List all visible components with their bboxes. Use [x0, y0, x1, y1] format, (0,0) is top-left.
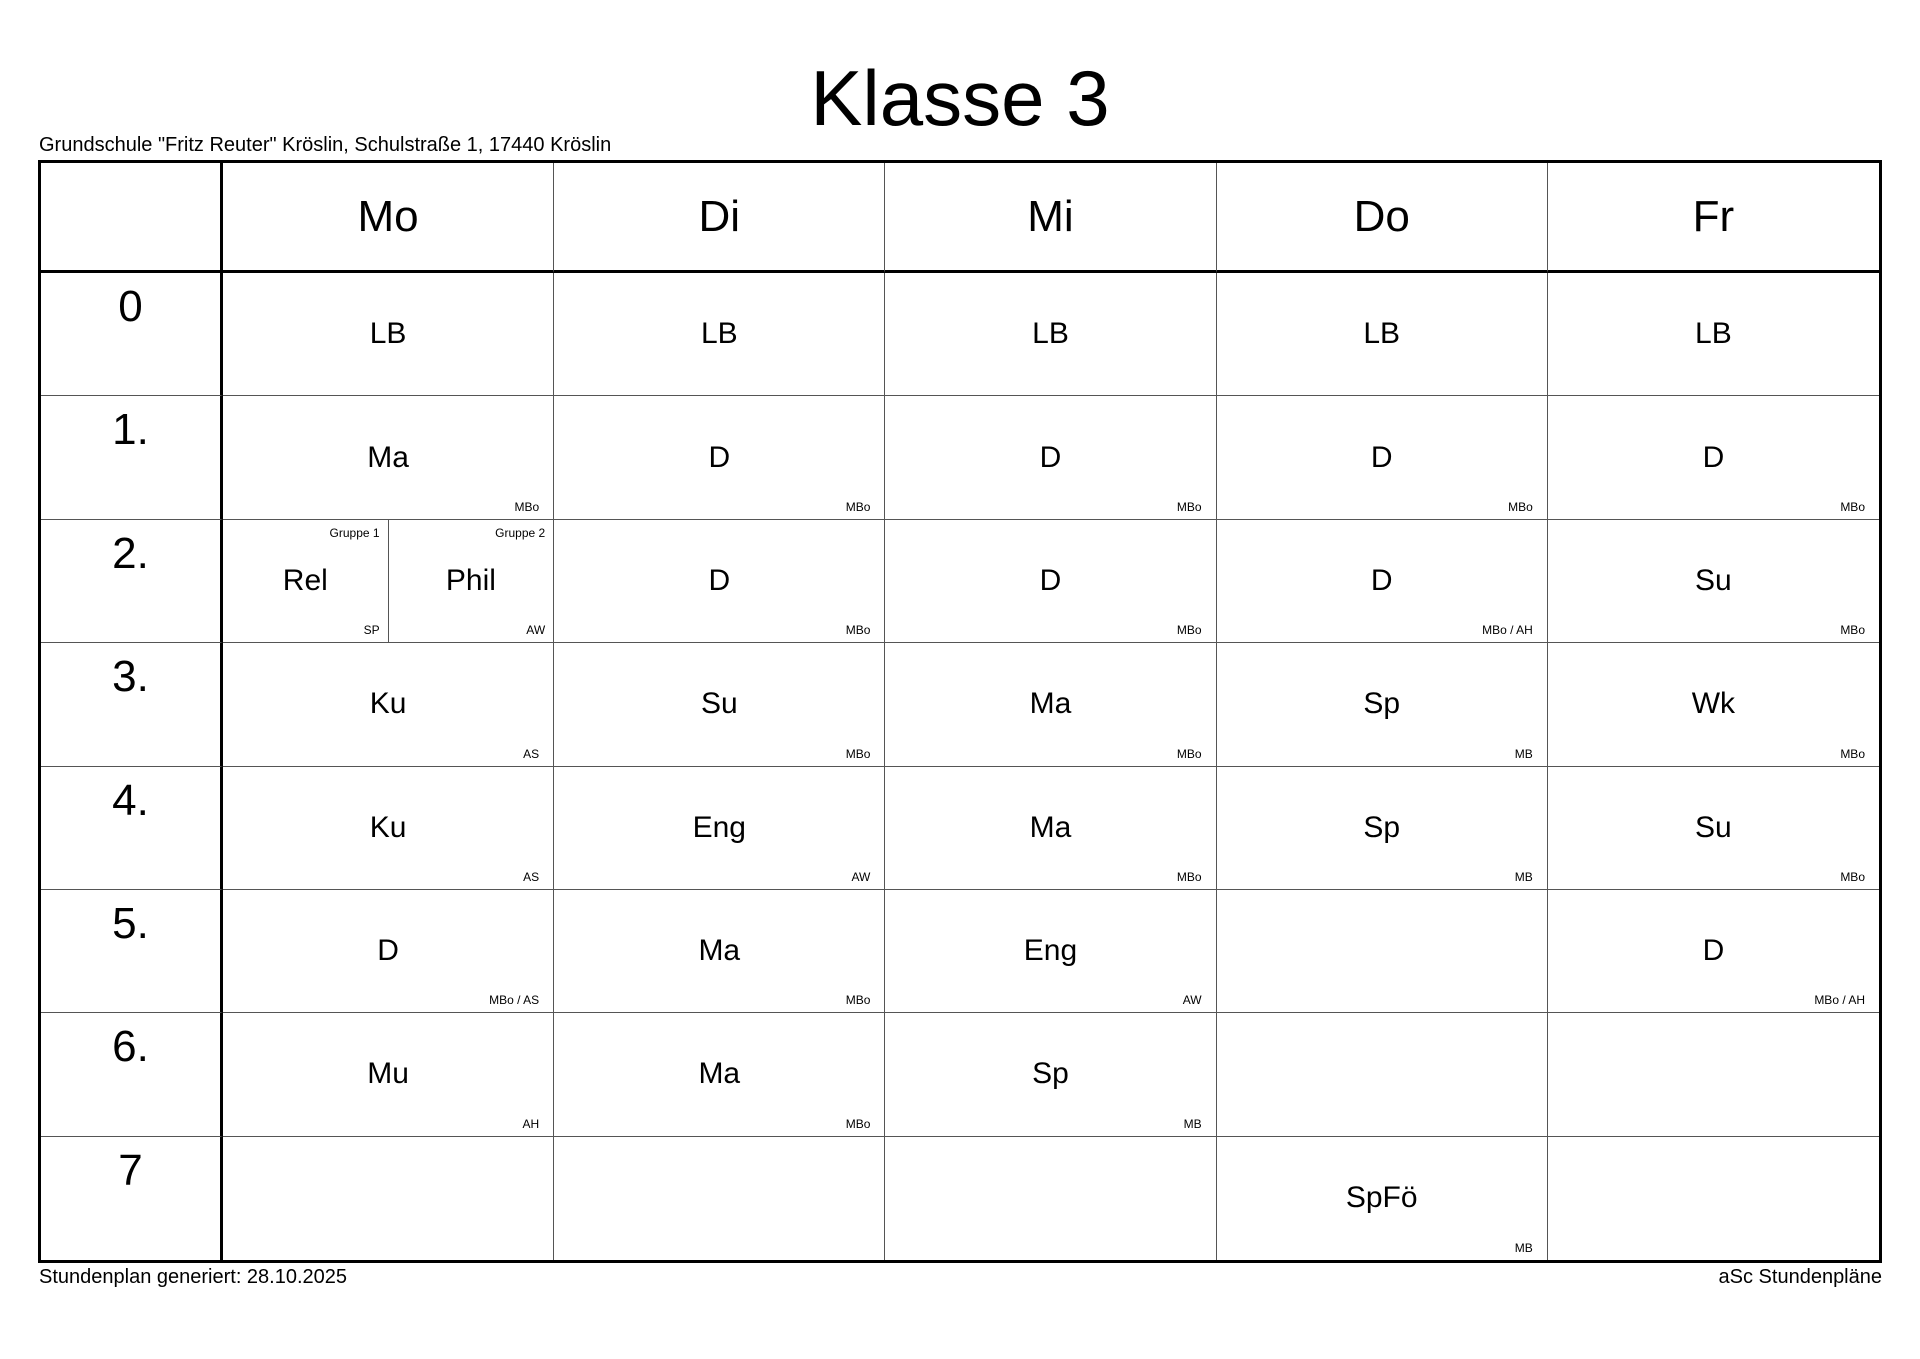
period-label: 2.	[112, 528, 149, 578]
subject	[1548, 1137, 1879, 1260]
subject	[223, 1137, 553, 1260]
subject: Ma	[367, 440, 409, 474]
subject: D	[1702, 440, 1725, 474]
group-lesson	[223, 520, 389, 642]
teacher-code: AW	[851, 869, 871, 884]
teacher-code: AH	[522, 1116, 540, 1131]
teacher-code: MB	[1514, 746, 1533, 761]
day-header	[1548, 163, 1879, 273]
day-label: Mo	[357, 191, 419, 241]
subject: Ma	[698, 1057, 741, 1091]
lesson-cell	[885, 520, 1216, 643]
subject: Su	[1695, 810, 1732, 844]
subject: Ku	[369, 687, 407, 721]
teacher-code: MBo	[1840, 623, 1865, 638]
lesson-cell	[1548, 767, 1879, 890]
day-header	[554, 163, 885, 273]
day-header	[223, 163, 554, 273]
teacher-code: MBo	[1176, 869, 1202, 884]
teacher-code: AS	[523, 746, 540, 761]
group-label: Gruppe 2	[495, 525, 546, 540]
subject	[1217, 1013, 1547, 1135]
teacher-code: MBo	[845, 499, 871, 514]
teacher-code: MBo	[845, 746, 871, 761]
lesson-cell	[1548, 1137, 1879, 1260]
lesson-cell	[1217, 767, 1548, 890]
period-label: 1.	[112, 405, 149, 455]
lesson-cell	[1217, 273, 1548, 396]
subject: LB	[369, 317, 407, 351]
teacher-code: MB	[1514, 869, 1533, 884]
subject: Ma	[1029, 687, 1072, 721]
teacher-code: MBo / AH	[1482, 623, 1533, 638]
subject: D	[377, 934, 399, 968]
period-label: 4.	[112, 775, 149, 825]
day-header	[885, 163, 1216, 273]
subject: Sp	[1363, 687, 1401, 721]
lesson-cell	[223, 273, 554, 396]
day-label: Mi	[1027, 191, 1074, 241]
period-cell	[41, 767, 223, 890]
subject: Su	[1695, 563, 1732, 597]
subject	[1217, 890, 1547, 1012]
subject: LB	[1695, 317, 1732, 351]
subject: LB	[700, 317, 738, 351]
teacher-code: MBo	[1840, 746, 1865, 761]
lesson-cell	[554, 396, 885, 519]
group-lesson	[389, 520, 554, 642]
subject: Eng	[1023, 934, 1078, 968]
day-header	[1217, 163, 1548, 273]
subject	[1548, 1013, 1879, 1135]
subject: Rel	[282, 563, 328, 597]
teacher-code: SP	[363, 623, 380, 638]
subject: Ma	[698, 934, 741, 968]
lesson-cell	[1217, 1013, 1548, 1136]
lesson-cell	[885, 767, 1216, 890]
subject: D	[708, 440, 731, 474]
period-cell	[41, 1137, 223, 1260]
subject: Sp	[1032, 1057, 1069, 1091]
teacher-code: AW	[1182, 993, 1202, 1008]
lesson-cell	[1217, 520, 1548, 643]
lesson-cell	[1217, 1137, 1548, 1260]
school-address: Grundschule "Fritz Reuter" Kröslin, Schulstraße 1, 17440 Kröslin	[39, 134, 612, 156]
lesson-cell	[223, 1137, 554, 1260]
subject: LB	[1363, 317, 1401, 351]
teacher-code: MBo	[1176, 499, 1202, 514]
lesson-cell	[1548, 890, 1879, 1013]
page-title: Klasse 3	[810, 54, 1110, 142]
period-label: 3.	[112, 652, 149, 702]
subject	[554, 1137, 884, 1260]
subject: Su	[700, 687, 738, 721]
lesson-cell	[885, 396, 1216, 519]
lesson-cell	[1217, 643, 1548, 766]
teacher-code: MBo	[1840, 869, 1865, 884]
lesson-cell	[1548, 1013, 1879, 1136]
day-label: Do	[1353, 191, 1410, 241]
subject: Mu	[367, 1057, 409, 1091]
day-label: Fr	[1692, 191, 1735, 241]
generated-date: Stundenplan generiert: 28.10.2025	[39, 1266, 348, 1288]
teacher-code: MB	[1514, 1241, 1533, 1255]
corner-cell	[41, 163, 223, 273]
teacher-code: MBo	[1508, 499, 1533, 514]
subject: Sp	[1363, 810, 1401, 844]
lesson-cell	[554, 643, 885, 766]
period-label: 6.	[112, 1022, 149, 1072]
lesson-cell	[554, 890, 885, 1013]
subject	[885, 1137, 1215, 1260]
subject: D	[1702, 934, 1725, 968]
lesson-cell	[1548, 396, 1879, 519]
subject: D	[1370, 440, 1393, 474]
subject: Wk	[1691, 687, 1736, 721]
subject: Phil	[445, 563, 496, 597]
subject: D	[1370, 563, 1393, 597]
subject: LB	[1032, 317, 1069, 351]
teacher-code: MBo	[514, 499, 540, 514]
lesson-cell	[554, 1137, 885, 1260]
teacher-code: MBo	[845, 1116, 871, 1131]
period-cell	[41, 1013, 223, 1136]
lesson-cell	[554, 273, 885, 396]
teacher-code: MBo	[845, 623, 871, 638]
lesson-cell	[223, 767, 554, 890]
teacher-code: MB	[1183, 1116, 1202, 1131]
subject: Eng	[692, 810, 746, 844]
software-brand: aSc Stundenpläne	[1718, 1266, 1882, 1288]
period-cell	[41, 396, 223, 519]
lesson-cell-split	[223, 520, 554, 643]
teacher-code: MBo	[1840, 499, 1865, 514]
teacher-code: MBo	[845, 993, 871, 1008]
lesson-cell	[554, 1013, 885, 1136]
timetable-grid	[38, 160, 1882, 1263]
subject: D	[1039, 440, 1062, 474]
lesson-cell	[1548, 520, 1879, 643]
teacher-code: AW	[526, 623, 546, 638]
lesson-cell	[223, 1013, 554, 1136]
lesson-cell	[1548, 273, 1879, 396]
teacher-code: MBo	[1176, 623, 1202, 638]
lesson-cell	[223, 396, 554, 519]
lesson-cell	[885, 643, 1216, 766]
day-label: Di	[698, 191, 741, 241]
period-label: 0	[118, 282, 143, 331]
lesson-cell	[554, 767, 885, 890]
lesson-cell	[885, 1013, 1216, 1136]
subject: Ma	[1029, 810, 1072, 844]
period-label: 7	[118, 1145, 143, 1195]
period-cell	[41, 643, 223, 766]
subject: Ku	[369, 810, 407, 844]
lesson-cell	[223, 890, 554, 1013]
lesson-cell	[223, 643, 554, 766]
lesson-cell	[1548, 643, 1879, 766]
group-label: Gruppe 1	[329, 525, 380, 540]
lesson-cell	[1217, 396, 1548, 519]
teacher-code: MBo / AS	[489, 993, 540, 1008]
lesson-cell	[885, 273, 1216, 396]
period-cell	[41, 890, 223, 1013]
teacher-code: AS	[523, 869, 540, 884]
subject: SpFö	[1345, 1181, 1418, 1215]
period-cell	[41, 520, 223, 643]
subject: D	[1039, 563, 1062, 597]
teacher-code: MBo / AH	[1814, 993, 1865, 1008]
subject: D	[708, 563, 731, 597]
period-cell	[41, 273, 223, 396]
teacher-code: MBo	[1176, 746, 1202, 761]
lesson-cell	[885, 890, 1216, 1013]
lesson-cell	[1217, 890, 1548, 1013]
period-label: 5.	[112, 898, 149, 948]
lesson-cell	[554, 520, 885, 643]
lesson-cell	[885, 1137, 1216, 1260]
